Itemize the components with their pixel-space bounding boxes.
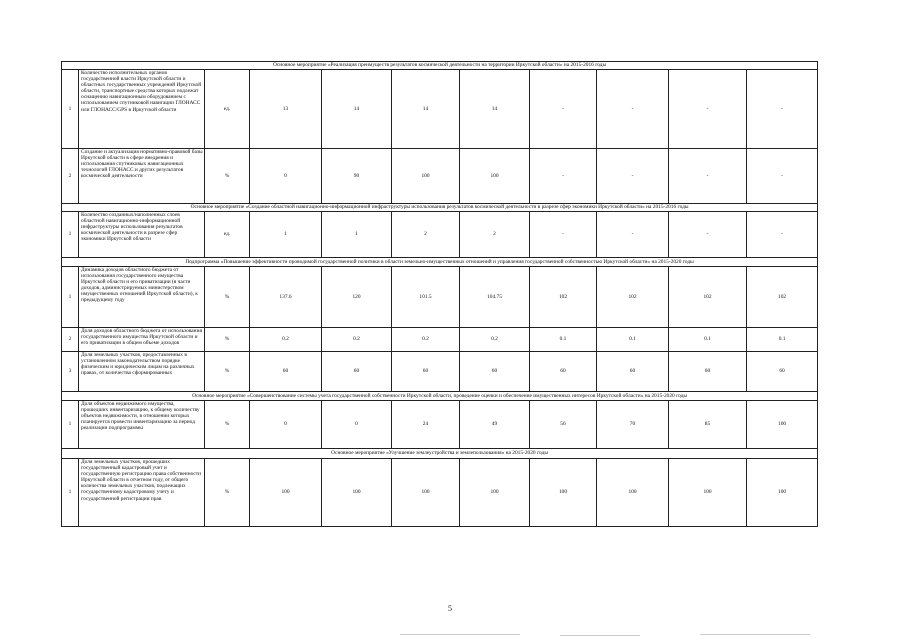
row-number: 1 [62, 401, 79, 449]
value-cell: 100 [460, 149, 530, 204]
value-cell: - [669, 212, 747, 258]
table-row [62, 328, 818, 352]
value-cell: - [530, 149, 597, 204]
table-row [62, 70, 818, 149]
row-number: 1 [62, 267, 79, 328]
value-cell: 100 [392, 149, 460, 204]
value-cell: 100 [669, 459, 747, 527]
row-number: 2 [62, 149, 79, 204]
value-cell: 60 [250, 352, 322, 392]
section-header-row [62, 204, 818, 212]
value-cell: 104.75 [460, 267, 530, 328]
value-cell: 100 [322, 459, 392, 527]
value-cell: 1 [250, 212, 322, 258]
unit-cell: % [205, 267, 250, 328]
unit-cell: % [205, 149, 250, 204]
value-cell: 60 [392, 352, 460, 392]
value-cell: 14 [460, 70, 530, 149]
section-header: Основное мероприятие «Реализация преимуществ результатов космической деятельности на территории Иркутской области» на 2015-2016 годы [62, 62, 818, 70]
value-cell: 24 [392, 401, 460, 449]
section-header-row [62, 392, 818, 401]
value-cell: - [530, 212, 597, 258]
table-row [62, 459, 818, 527]
row-number: 1 [62, 70, 79, 149]
indicator-name: Доля доходов областного бюджета от использования государственного имущества Иркутской области и его приватизации в общем объеме доходов [79, 328, 205, 352]
value-cell: 100 [460, 459, 530, 527]
value-cell: 60 [460, 352, 530, 392]
table-row [62, 212, 818, 258]
value-cell: 14 [392, 70, 460, 149]
value-cell: 1 [322, 212, 392, 258]
row-number: 2 [62, 328, 79, 352]
scan-artifact [400, 634, 520, 635]
table-row [62, 149, 818, 204]
value-cell: - [669, 149, 747, 204]
section-header-row [62, 258, 818, 267]
value-cell: 0.1 [669, 328, 747, 352]
value-cell: 0.2 [460, 328, 530, 352]
value-cell: 2 [460, 212, 530, 258]
indicator-name: Динамика доходов областного бюджета от использования государственного имущества Иркутской области и его приватизации (в части доходов, администрируемых министерством имущественных отношений Иркутской области), к предыдущему году [79, 267, 205, 328]
value-cell: 60 [669, 352, 747, 392]
indicator-name: Доля объектов недвижимого имущества, прошедших инвентаризацию, к общему количеству объектов недвижимости, в отношении которых планируется провести инвентаризацию за период реализации подпрограммы [79, 401, 205, 449]
value-cell: 2 [392, 212, 460, 258]
value-cell: 60 [322, 352, 392, 392]
value-cell: 0.1 [597, 328, 669, 352]
value-cell: - [530, 70, 597, 149]
scan-artifact [700, 634, 810, 635]
unit-cell: % [205, 401, 250, 449]
value-cell: 0.2 [250, 328, 322, 352]
row-number: 3 [62, 352, 79, 392]
indicator-name: Количество исполнительных органов государственной власти Иркутской области и областных государственных учреждений Иркутской области, транспортные средства которых подлежат оснащению навигационным оборудованием с использованием спутниковой навигации ГЛОНАСС или ГЛОНАСС/GPS в Иркутской области [79, 70, 205, 149]
value-cell: 100 [250, 459, 322, 527]
value-cell: - [597, 212, 669, 258]
scan-artifact [560, 635, 640, 636]
unit-cell: % [205, 328, 250, 352]
section-header-row [62, 62, 818, 70]
value-cell: - [597, 149, 669, 204]
value-cell: 0.2 [322, 328, 392, 352]
section-header: Основное мероприятие «Совершенствование системы учета государственной собственности Иркутской области, проведение оценки и обеспечение имущественных интересов Иркутской области» на 2015-2020 годы [62, 392, 818, 401]
value-cell: 56 [530, 401, 597, 449]
value-cell: - [597, 70, 669, 149]
value-cell: 49 [460, 401, 530, 449]
value-cell: 120 [322, 267, 392, 328]
value-cell: 85 [669, 401, 747, 449]
value-cell: 101.5 [392, 267, 460, 328]
value-cell: 102 [747, 267, 818, 328]
section-header: Основное мероприятие «Улучшение землеустройства и землепользования» на 2015-2020 годы [62, 449, 818, 459]
value-cell: 0 [250, 401, 322, 449]
indicator-name: Доля земельных участков, прошедших государственный кадастровый учет и государственную регистрацию права собственности Иркутской области в отчетном году, от общего количества земельных участков, подлежащих государственному кадастровому учету и государственной регистрации прав [79, 459, 205, 527]
value-cell: - [669, 70, 747, 149]
value-cell: 0 [250, 149, 322, 204]
value-cell: 60 [530, 352, 597, 392]
unit-cell: ед. [205, 70, 250, 149]
unit-cell: % [205, 459, 250, 527]
row-number: 1 [62, 459, 79, 527]
value-cell: 90 [322, 149, 392, 204]
table-row [62, 267, 818, 328]
value-cell: 100 [392, 459, 460, 527]
page-number: 5 [448, 604, 452, 613]
value-cell: 13 [250, 70, 322, 149]
indicator-name: Количество созданных/наполненных слоев областной навигационно-информационной инфраструктуры использования результатов космической деятельности в разрезе сфер экономики Иркутской области [79, 212, 205, 258]
indicators-table [61, 61, 818, 527]
indicator-name: Создание и актуализация нормативно-правовой базы Иркутской области в сфере внедрения и использования спутниковых навигационных технологий ГЛОНАСС и других результатов космической деятельности [79, 149, 205, 204]
row-number: 1 [62, 212, 79, 258]
unit-cell: ед. [205, 212, 250, 258]
value-cell: 100 [747, 401, 818, 449]
section-header: Подпрограмма «Повышение эффективности проводимой государственной политики в области земельно-имущественных отношений и управления государственной собственностью Иркутской области» на 2015-2020 годы [62, 258, 818, 267]
value-cell: 100 [530, 459, 597, 527]
value-cell: 14 [322, 70, 392, 149]
value-cell: - [747, 149, 818, 204]
indicator-name: Доля земельных участков, предоставленных в установленном законодательством порядке физическим и юридическим лицам на различных правах, от количества сформированных [79, 352, 205, 392]
value-cell: 0 [322, 401, 392, 449]
value-cell: 100 [597, 459, 669, 527]
value-cell: 102 [669, 267, 747, 328]
value-cell: 70 [597, 401, 669, 449]
table-row [62, 352, 818, 392]
table-row [62, 401, 818, 449]
unit-cell: % [205, 352, 250, 392]
value-cell: - [747, 212, 818, 258]
value-cell: - [747, 70, 818, 149]
value-cell: 100 [747, 459, 818, 527]
value-cell: 102 [530, 267, 597, 328]
value-cell: 60 [597, 352, 669, 392]
section-header: Основное мероприятие «Создание областной навигационно-информационной инфраструктуры использования результатов космической деятельности в разрезе сфер экономики Иркутской области» на 2015-2016 годы [62, 204, 818, 212]
value-cell: 0.1 [530, 328, 597, 352]
value-cell: 102 [597, 267, 669, 328]
section-header-row [62, 449, 818, 459]
value-cell: 0.1 [747, 328, 818, 352]
value-cell: 60 [747, 352, 818, 392]
value-cell: 0.2 [392, 328, 460, 352]
value-cell: 137.6 [250, 267, 322, 328]
